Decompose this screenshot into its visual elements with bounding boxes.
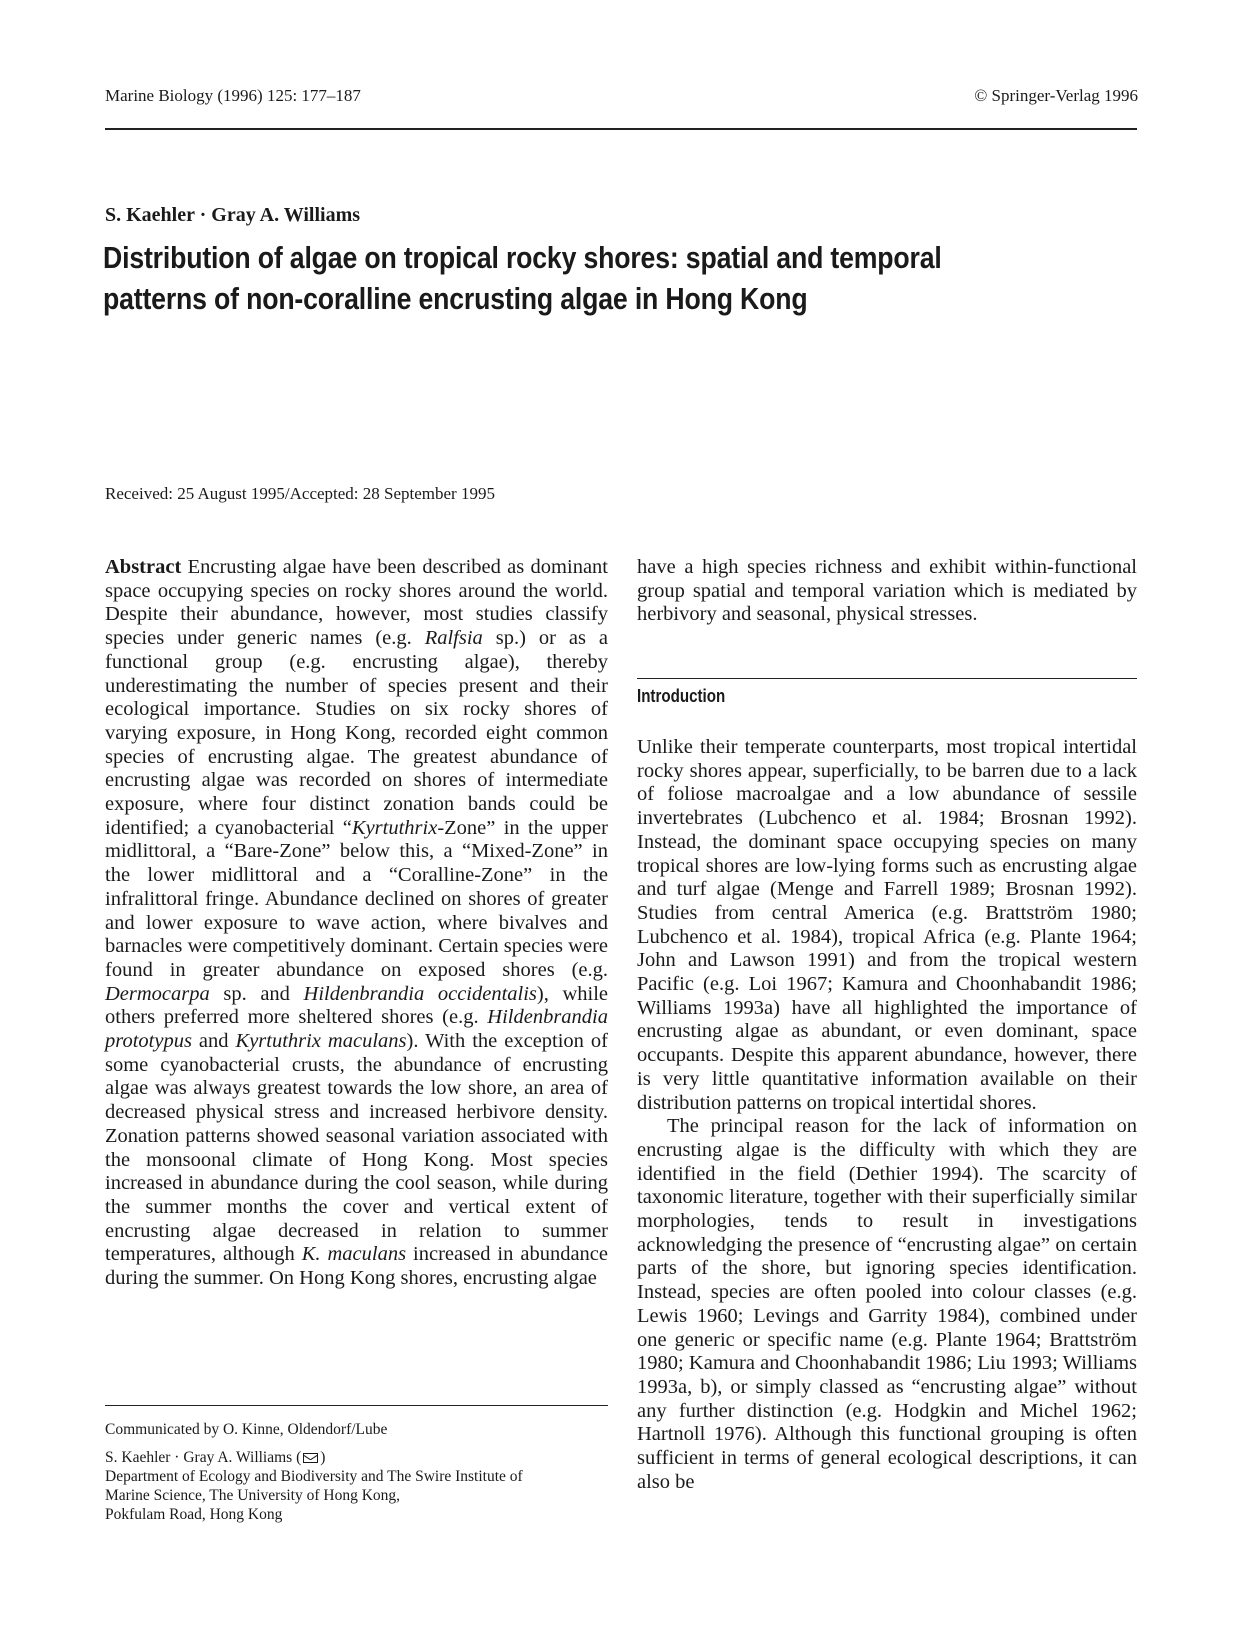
- footnote-rule: [105, 1405, 608, 1406]
- section-rule: [637, 678, 1137, 679]
- title-line-1: Distribution of algae on tropical rocky shores: spatial and temporal: [103, 240, 942, 275]
- introduction-heading: Introduction: [637, 686, 726, 706]
- corresponding-authors: S. Kaehler · Gray A. Williams ( ): [105, 1449, 326, 1466]
- abstract-label: Abstract: [105, 556, 182, 578]
- intro-paragraph-1: Unlike their temperate counterparts, most tropical intertidal rocky shores appear, superficially, to be barren due to a lack of foliose macroalgae and a low abundance of sessile invertebrates (Lubchenco et al. 1984; Brosnan 1992). Instead, the dominant space occupying species on many tropical shores are low-lying forms such as encrusting algae and turf algae (Menge and Farrell 1989; Brosnan 1992). Studies from central America (e.g. Brattström 1980; Lubchenco et al. 1984), tropical Africa (e.g. Plante 1964; John and Lawson 1991) and from the tropical western Pacific (e.g. Loi 1967; Kamura and Choonhabandit 1986; Williams 1993a) have all highlighted the importance of encrusting algae as abundant, or even dominant, space occupants. Despite this apparent abundance, however, there is very little quantitative information available on their distribution patterns on tropical intertidal shores.: [637, 736, 1137, 1114]
- envelope-icon: [303, 1453, 318, 1463]
- introduction-body: [637, 736, 1137, 1495]
- article-title: [103, 237, 997, 319]
- intro-paragraph-2: The principal reason for the lack of information on encrusting algae is the difficulty with which they are identified in the field (Dethier 1994). The scarcity of taxonomic literature, together with their superficially similar morphologies, tends to result in investigations acknowledging the presence of “encrusting algae” on certain parts of the shore, but ignoring species identification. Instead, species are often pooled into colour classes (e.g. Lewis 1960; Levings and Garrity 1984), combined under one generic or specific name (e.g. Plante 1964; Brattström 1980; Kamura and Choonhabandit 1986; Liu 1993; Williams 1993a, b), or simply classed as “encrusting algae” without any further distinction (e.g. Hodgkin and Michel 1962; Hartnoll 1976). Although this functional grouping is often sufficient in terms of general ecological descriptions, it can also be: [637, 1115, 1137, 1493]
- communicated-by: Communicated by O. Kinne, Oldendorf/Lube: [105, 1421, 388, 1438]
- received-dates: Received: 25 August 1995/Accepted: 28 September 1995: [105, 484, 495, 503]
- title-line-2: patterns of non-coralline encrusting algae in Hong Kong: [103, 281, 808, 316]
- abstract: [105, 556, 608, 1291]
- header-rule: [105, 128, 1137, 130]
- abstract-continued: have a high species richness and exhibit within-functional group spatial and temporal variation which is mediated by herbivory and seasonal, physical stresses.: [637, 556, 1137, 626]
- author-list: S. Kaehler · Gray A. Williams: [105, 204, 361, 226]
- journal-citation: Marine Biology (1996) 125: 177–187: [105, 86, 361, 105]
- affiliation: Department of Ecology and Biodiversity and The Swire Institute of Marine Science, The University of Hong Kong, Pokfulam Road, Hong Kong: [105, 1468, 523, 1523]
- abstract-text: Abstract Encrusting algae have been described as dominant space occupying species on rocky shores around the world. Despite their abundance, however, most studies classify species under generic names (e.g. Ralfsia sp.) or as a functional group (e.g. encrusting algae), thereby underestimating the number of species present and their ecological importance. Studies on six rocky shores of varying exposure, in Hong Kong, recorded eight common species of encrusting algae. The greatest abundance of encrusting algae was recorded on shores of intermediate exposure, where four distinct zonation bands could be identified; a cyanobacterial “Kyrtuthrix-Zone” in the upper midlittoral, a “Bare-Zone” below this, a “Mixed-Zone” in the lower midlittoral and a “Coralline-Zone” in the infralittoral fringe. Abundance declined on shores of greater and lower exposure to wave action, where bivalves and barnacles were competitively dominant. Certain species were found in greater abundance on exposed shores (e.g. Dermocarpa sp. and Hildenbrandia occidentalis), while others preferred more sheltered shores (e.g. Hildenbrandia prototypus and Kyrtuthrix maculans). With the exception of some cyanobacterial crusts, the abundance of encrusting algae was always greatest towards the low shore, an area of decreased physical stress and increased herbivore density. Zonation patterns showed seasonal variation associated with the monsoonal climate of Hong Kong. Most species increased in abundance during the cool season, while during the summer months the cover and vertical extent of encrusting algae decreased in relation to summer temperatures, although K. maculans increased in abundance during the summer. On Hong Kong shores, encrusting algae: [105, 556, 609, 1290]
- copyright-notice: © Springer-Verlag 1996: [974, 86, 1138, 105]
